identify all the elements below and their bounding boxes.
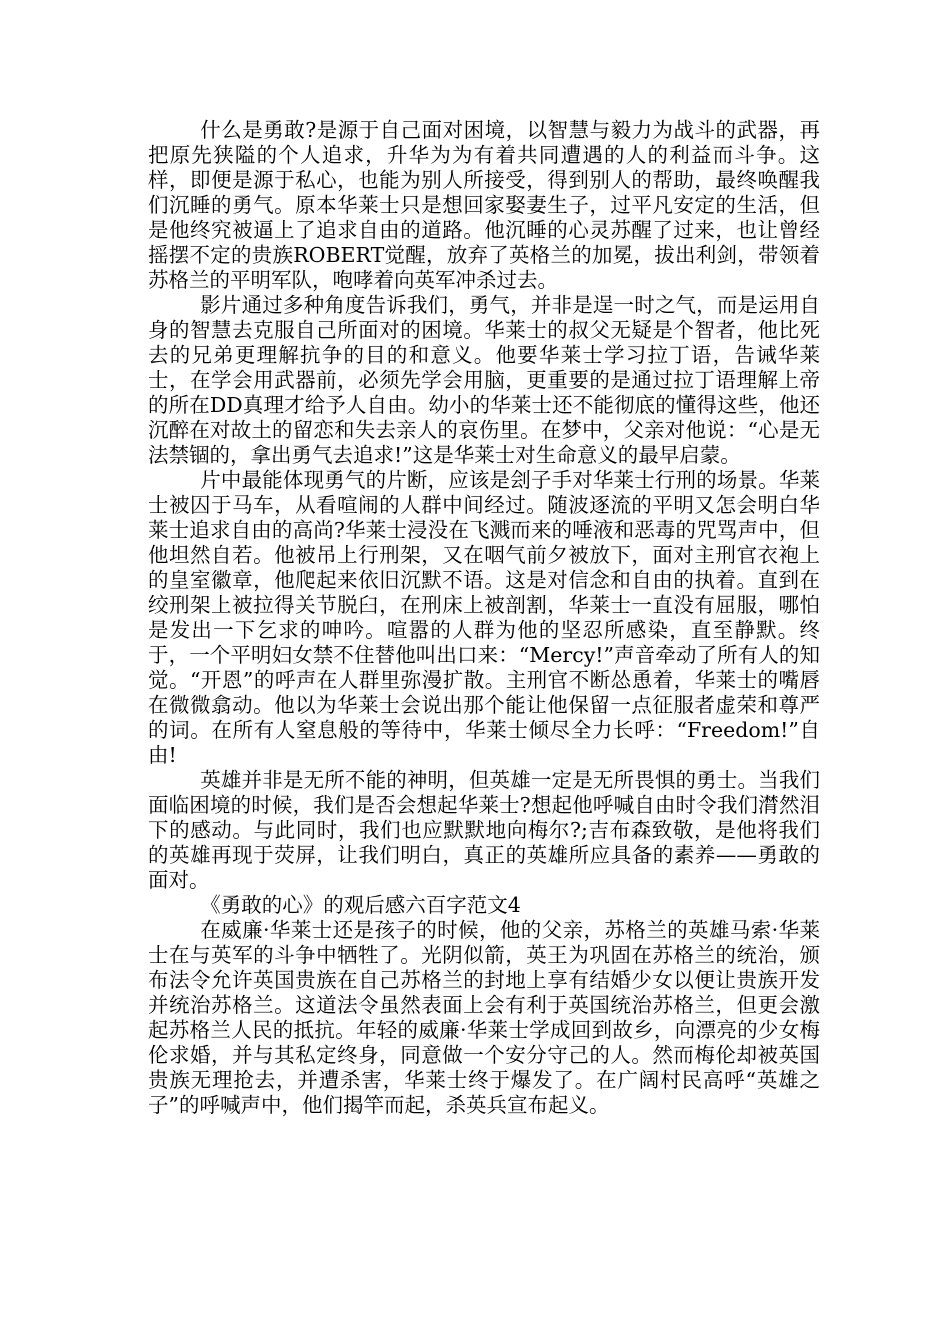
- paragraph-courage-definition: 什么是勇敢?是源于自己面对困境，以智慧与毅力为战斗的武器，再把原先狭隘的个人追求，升华为为有着共同遭遇的人的利益而斗争。这样，即便是源于私心，也能为别人所接受，得到别人的帮助，最终唤醒我们沉睡的勇气。原本华莱士只是想回家娶妻生子，过平凡安定的生活，但是他终究被逼上了追求自由的道路。他沉睡的心灵苏醒了过来，也让曾经摇摆不定的贵族ROBERT觉醒，放弃了英格兰的加冕，拔出利剑，带领着苏格兰的平明军队，咆哮着向英军冲杀过去。: [148, 118, 820, 292]
- paragraph-hero-conclusion: 英雄并非是无所不能的神明，但英雄一定是无所畏惧的勇士。当我们面临困境的时候，我们是否会想起华莱士?想起他呼喊自由时令我们潸然泪下的感动。与此同时，我们也应默默地向梅尔?;吉布森致敬，是他将我们的英雄再现于荧屏，让我们明白，真正的英雄所应具备的素养——勇敢的面对。: [148, 768, 820, 892]
- paragraph-wallace-story: 在威廉·华莱士还是孩子的时候，他的父亲，苏格兰的英雄马索·华莱士在与英军的斗争中牺牲了。光阴似箭，英王为巩固在苏格兰的统治，颁布法令允许英国贵族在自己苏格兰的封地上享有结婚少女以便让贵族开发并统治苏格兰。这道法令虽然表面上会有利于英国统治苏格兰，但更会激起苏格兰人民的抵抗。年轻的威廉·华莱士学成回到故乡，向漂亮的少女梅伦求婚，并与其私定终身，同意做一个安分守己的人。然而梅伦却被英国贵族无理抢去，并遭杀害，华莱士终于爆发了。在广阔村民高呼“英雄之子”的呼喊声中，他们揭竿而起，杀英兵宣布起义。: [148, 918, 820, 1117]
- section-heading: 《勇敢的心》的观后感六百字范文4: [200, 893, 521, 917]
- document-body: [148, 118, 820, 1118]
- paragraph-film-perspective: 影片通过多种角度告诉我们，勇气，并非是逞一时之气，而是运用自身的智慧去克服自己所面对的困境。华莱士的叔父无疑是个智者，他比死去的兄弟更理解抗争的目的和意义。他要华莱士学习拉丁语，告诫华莱士，在学会用武器前，必须先学会用脑，更重要的是通过拉丁语理解上帝的所在DD真理才给予人自由。幼小的华莱士还不能彻底的懂得这些，他还沉醉在对故土的留恋和失去亲人的哀伤里。在梦中，父亲对他说：“心是无法禁锢的，拿出勇气去追求!”这是华莱士对生命意义的最早启蒙。: [148, 293, 820, 467]
- paragraph-execution-scene: 片中最能体现勇气的片断，应该是刽子手对华莱士行刑的场景。华莱士被囚于马车，从看喧闹的人群中间经过。随波逐流的平明又怎会明白华莱士追求自由的高尚?华莱士浸没在飞溅而来的唾液和恶毒的咒骂声中，但他坦然自若。他被吊上行刑架，又在咽气前夕被放下，面对主刑官衣袍上的皇室徽章，他爬起来依旧沉默不语。这是对信念和自由的执着。直到在绞刑架上被拉得关节脱臼，在刑床上被剖割，华莱士一直没有屈服，哪怕是发出一下乞求的呻吟。喧嚣的人群为他的坚忍所感染，直至静默。终于，一个平明妇女禁不住替他叫出口来：“Mercy!”声音牵动了所有人的知觉。“开恩”的呼声在人群里弥漫扩散。主刑官不断怂恿着，华莱士的嘴唇在微微翕动。他以为华莱士会说出那个能让他保留一点征服者虚荣和尊严的词。在所有人窒息般的等待中，华莱士倾尽全力长呼：“Freedom!”自由!: [148, 468, 820, 767]
